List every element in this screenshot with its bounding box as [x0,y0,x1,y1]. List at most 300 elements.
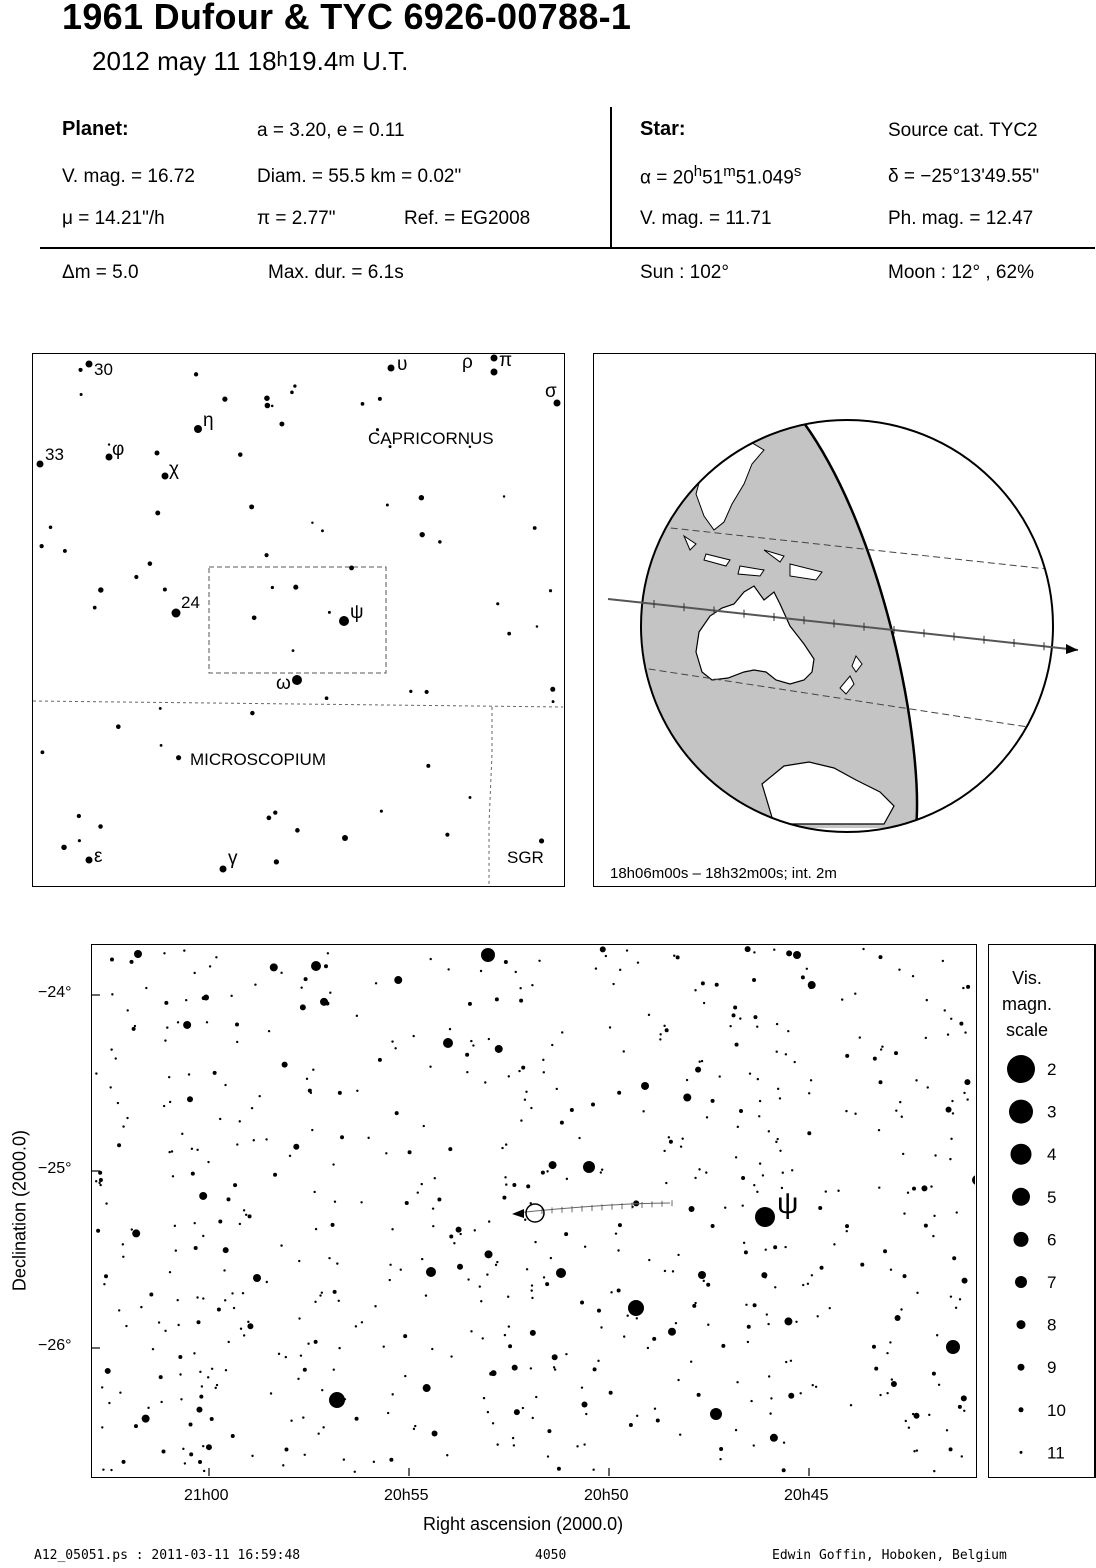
chart-star [251,1107,253,1109]
chart-star [543,1071,545,1073]
chart-star [907,1191,909,1193]
chart-star [338,1300,340,1302]
chart-star [534,1241,536,1243]
chart-star [776,1138,778,1140]
chart-star [860,1263,864,1267]
chart-star [530,1107,532,1109]
chart-star [251,1455,253,1457]
label-psi: ψ [350,602,364,623]
label-epsilon: ε [94,846,103,867]
chart-star [753,1444,755,1446]
chart-star [188,1073,190,1075]
chart-star [110,1469,112,1471]
chart-star [403,1334,407,1338]
chart-star [845,1224,849,1228]
finder-star [86,857,93,864]
chart-star [881,1045,883,1047]
boundary-line [33,701,563,707]
detail-chart-svg [92,945,975,1476]
chart-star [225,1369,227,1371]
chart-star [629,1423,633,1427]
chart-star [470,1040,472,1042]
chart-star [703,1002,705,1004]
finder-star [496,602,499,605]
chart-star [576,1445,578,1447]
finder-star [155,451,160,456]
chart-star [566,1178,568,1180]
chart-star [531,1297,533,1299]
chart-star [216,1384,218,1386]
chart-star [642,1110,644,1112]
chart-star [966,985,970,989]
chart-star [293,1144,299,1150]
chart-star [336,1262,338,1264]
chart-star [593,1367,597,1371]
chart-star [108,1402,110,1404]
chart-star [747,1325,751,1329]
chart-star [196,1407,202,1413]
chart-star [619,969,621,971]
chart-star [964,1079,970,1085]
chart-star [502,1196,506,1200]
planet-parallax: π = 2.77" [257,208,336,229]
chart-star [110,1048,112,1050]
chart-star [901,1116,903,1118]
chart-star [459,1233,461,1235]
chart-star [899,1101,901,1103]
planet-orbit: a = 3.20, e = 0.11 [257,120,405,141]
chart-star [432,1225,434,1227]
chart-star [733,1005,737,1009]
chart-star [595,967,597,969]
chart-star [930,1185,932,1187]
chart-star [327,952,329,954]
chart-star [637,961,639,963]
chart-star [799,1392,801,1394]
chart-star [147,1407,149,1409]
chart-star [273,1173,277,1177]
chart-star [520,1119,522,1121]
finder-star [108,443,110,445]
label-rho: ρ [462,354,473,373]
chart-star [194,1222,196,1224]
chart-star [373,1461,375,1463]
chart-star [524,1219,526,1221]
chart-star [198,1460,202,1464]
chart-star [936,1334,938,1336]
chart-star [776,1050,778,1052]
chart-star [268,1030,270,1032]
chart-star [530,1367,532,1369]
chart-star [556,1088,558,1090]
chart-star [647,1347,649,1349]
chart-star [950,1295,952,1297]
chart-star [963,1092,965,1094]
chart-star [891,1381,897,1387]
finder-star [98,824,103,829]
chart-star [312,1068,314,1070]
finder-star [37,461,44,468]
chart-star [719,1458,721,1460]
chart-star [486,1273,488,1275]
chart-star [810,1079,812,1081]
finder-star [311,522,313,524]
chart-star [495,997,499,1001]
chart-star [355,1325,357,1327]
max-duration: Max. dur. = 6.1s [268,262,404,283]
chart-star [597,1360,599,1362]
chart-star [739,1017,741,1019]
chart-star [663,1025,665,1027]
chart-star [223,1247,229,1253]
chart-star [169,1271,171,1273]
chart-star [756,1026,758,1028]
chart-star [201,1385,203,1387]
chart-star [145,987,147,989]
chart-star [196,1149,198,1151]
chart-star [505,1143,507,1145]
chart-star [265,1138,267,1140]
asteroid-path-ticks [542,1200,672,1214]
finder-star [339,616,349,626]
chart-star [512,1183,516,1187]
chart-star [202,1445,204,1447]
chart-star [775,1141,777,1143]
chart-star [169,1101,171,1103]
finder-star [386,504,389,507]
chart-star [215,956,217,958]
y-axis-label: Declination (2000.0) [9,1129,30,1292]
chart-star [230,995,232,997]
chart-star [711,1224,715,1228]
chart-star [227,1341,229,1343]
ytick-label: −26° [38,1337,72,1354]
chart-star [518,1070,520,1072]
chart-star [549,1161,557,1169]
finder-chart-svg [33,354,563,885]
chart-star [769,1412,771,1414]
chart-star [248,1214,252,1218]
chart-star [578,1137,580,1139]
chart-star [132,1229,140,1237]
chart-star [177,1324,179,1326]
chart-star [949,1158,951,1160]
chart-star [609,1391,613,1395]
chart-star [122,1243,124,1245]
chart-star [770,1434,778,1442]
chart-star [652,1337,656,1341]
chart-star [99,1178,103,1182]
label-24: 24 [181,593,200,612]
label-chi: χ [169,459,179,480]
chart-star [707,1324,709,1326]
chart-star [963,1410,965,1412]
chart-star [541,1171,545,1175]
chart-star [211,1368,213,1370]
chart-star [183,1021,191,1029]
scale-dot [1012,1188,1030,1206]
chart-star [659,1038,661,1040]
scale-label: 4 [1047,1145,1057,1165]
finder-star [507,632,511,636]
chart-star [817,1315,819,1317]
chart-star [903,1274,907,1278]
chart-star [749,1072,751,1074]
chart-star [207,1376,209,1378]
chart-star [456,1227,462,1233]
chart-star [485,1250,493,1258]
chart-star [623,1335,625,1337]
chart-star [532,1417,534,1419]
chart-star [926,999,928,1001]
chart-star [741,1176,745,1180]
chart-star [284,1448,288,1452]
chart-star [715,983,719,987]
chart-star [961,1395,967,1401]
chart-star [932,1235,934,1237]
chart-star [664,1270,666,1272]
chart-star [508,1075,510,1077]
scale-dot [1020,1451,1023,1454]
finder-star [252,615,257,620]
chart-star [102,1468,104,1470]
finder-star [533,526,537,530]
chart-star [794,1061,796,1063]
chart-star [142,1415,150,1423]
scale-label: 9 [1047,1358,1057,1378]
chart-star [951,1100,953,1102]
label-capricornus: CAPRICORNUS [368,429,494,448]
chart-star [152,1348,154,1350]
chart-star [253,1274,261,1282]
finder-star [264,395,270,401]
chart-star [166,1026,168,1028]
chart-star [95,1072,97,1074]
chart-star [105,1202,107,1204]
chart-star [243,1209,245,1211]
chart-star [501,1147,503,1149]
chart-star [304,977,308,981]
chart-star [278,1353,280,1355]
chart-star [338,1347,340,1349]
chart-star [183,949,185,951]
finder-star [134,575,138,579]
chart-star [692,1304,696,1308]
chart-star [412,1035,414,1037]
scale-dot [1014,1232,1029,1247]
chart-star [321,1291,323,1293]
chart-star [437,1198,441,1202]
finder-star [160,744,163,747]
chart-star [525,1091,527,1093]
chart-star [467,1278,469,1280]
chart-star [820,1266,824,1270]
chart-star [565,1353,567,1355]
chart-star [583,1161,595,1173]
chart-star [694,1177,696,1179]
chart-star [601,1168,603,1170]
chart-star [557,1467,561,1471]
chart-star [355,1417,359,1421]
chart-star [745,946,751,952]
chart-star [915,1079,917,1081]
chart-star [659,1033,661,1035]
finder-star [78,839,81,842]
chart-star [698,1271,706,1279]
finder-star [116,724,121,729]
chart-star [783,1441,785,1443]
finder-star [293,585,298,590]
chart-star [811,1274,813,1276]
chart-star [801,975,805,979]
finder-star [271,405,274,408]
footer-file: A12_05051.ps : 2011-03-11 16:59:48 [34,1548,301,1563]
chart-star [218,1220,222,1224]
chart-star [732,1013,736,1017]
chart-star [942,960,944,962]
chart-star [788,1393,794,1399]
chart-star [472,1044,474,1046]
scale-label: 6 [1047,1230,1057,1250]
chart-star [777,1088,779,1090]
chart-star [615,1232,617,1234]
chart-star [425,1294,427,1296]
chart-star [329,991,331,993]
planet-motion: μ = 14.21"/h [62,208,165,229]
finder-star [271,586,274,589]
chart-star [554,1368,556,1370]
chart-star [179,1373,181,1375]
scale-dot [1011,1144,1032,1165]
chart-star [698,1168,700,1170]
finder-star [172,609,181,618]
chart-star [701,981,705,985]
finder-star [425,690,429,694]
chart-star [209,965,211,967]
chart-star [429,1066,431,1068]
chart-star [340,1135,344,1139]
chart-star [711,1099,715,1103]
chart-star [742,1204,744,1206]
chart-star [776,1023,778,1025]
chart-star [508,1344,512,1348]
chart-star [584,1245,586,1247]
chart-star [779,1097,781,1099]
chart-star [314,1340,318,1344]
chart-star [360,1201,362,1203]
chart-star [956,1211,958,1213]
chart-star [466,1071,468,1073]
chart-star [134,950,142,958]
chart-star [310,1092,312,1094]
chart-star [737,1126,739,1128]
chart-star [149,1293,153,1297]
finder-star [295,828,300,833]
chart-star [383,1345,385,1347]
chart-star [247,1323,253,1329]
star-source-catalog: Source cat. TYC2 [888,120,1038,141]
chart-star [470,1330,472,1332]
chart-star [952,1256,956,1260]
chart-star [878,955,882,959]
ytick-label: −24° [38,984,72,1001]
chart-star [815,1386,817,1388]
chart-star [449,1234,453,1238]
chart-star [210,1417,214,1421]
chart-star [408,1150,412,1154]
chart-star [531,984,533,986]
chart-star [132,1027,136,1031]
finder-star [328,611,331,614]
scale-dots [1007,1055,1066,1462]
sun-elongation: Sun : 102° [640,262,729,283]
chart-star [845,1110,847,1112]
finder-star [361,402,365,406]
chart-star [654,1407,656,1409]
chart-star [177,1021,179,1023]
scale-dot [1019,1407,1024,1412]
chart-star [753,951,755,953]
finder-star [78,368,82,372]
chart-star [636,1317,638,1319]
chart-star [719,1075,721,1077]
finder-star [469,796,472,799]
chart-star [117,1102,119,1104]
chart-star [878,1129,880,1131]
scale-dot [1017,1320,1026,1329]
chart-star [258,1095,260,1097]
chart-star [328,1257,330,1259]
chart-star [331,1223,335,1227]
chart-star [109,1086,111,1088]
chart-star [605,955,607,957]
chart-star [694,1302,696,1304]
boundary-line [489,707,492,885]
chart-star [946,1340,960,1354]
chart-star [808,981,816,989]
chart-star [391,1228,393,1230]
chart-star [432,1431,438,1437]
chart-star [315,1228,317,1230]
chart-star [766,1313,768,1315]
chart-star [95,1180,97,1182]
chart-star [453,1242,455,1244]
chart-star [282,1464,284,1466]
chart-star [946,1107,952,1113]
finder-star [491,369,498,376]
chart-star [164,1039,166,1041]
chart-star [391,1393,393,1395]
chart-star [665,1028,669,1032]
chart-star [898,968,900,970]
chart-star [457,1264,463,1270]
label-upsilon: υ [397,354,408,375]
finder-star [93,606,97,610]
chart-star [164,1330,166,1332]
chart-star [184,1462,186,1464]
ytick-label: −25° [38,1160,72,1177]
chart-star [745,1304,747,1306]
chart-star [938,1384,940,1386]
chart-star [683,1093,691,1101]
chart-star [724,1207,726,1209]
star-heading: Star: [640,118,686,140]
chart-star [504,960,508,964]
chart-star [913,1450,915,1452]
chart-star [480,970,482,972]
chart-star [297,1378,299,1380]
chart-star [663,1150,665,1152]
